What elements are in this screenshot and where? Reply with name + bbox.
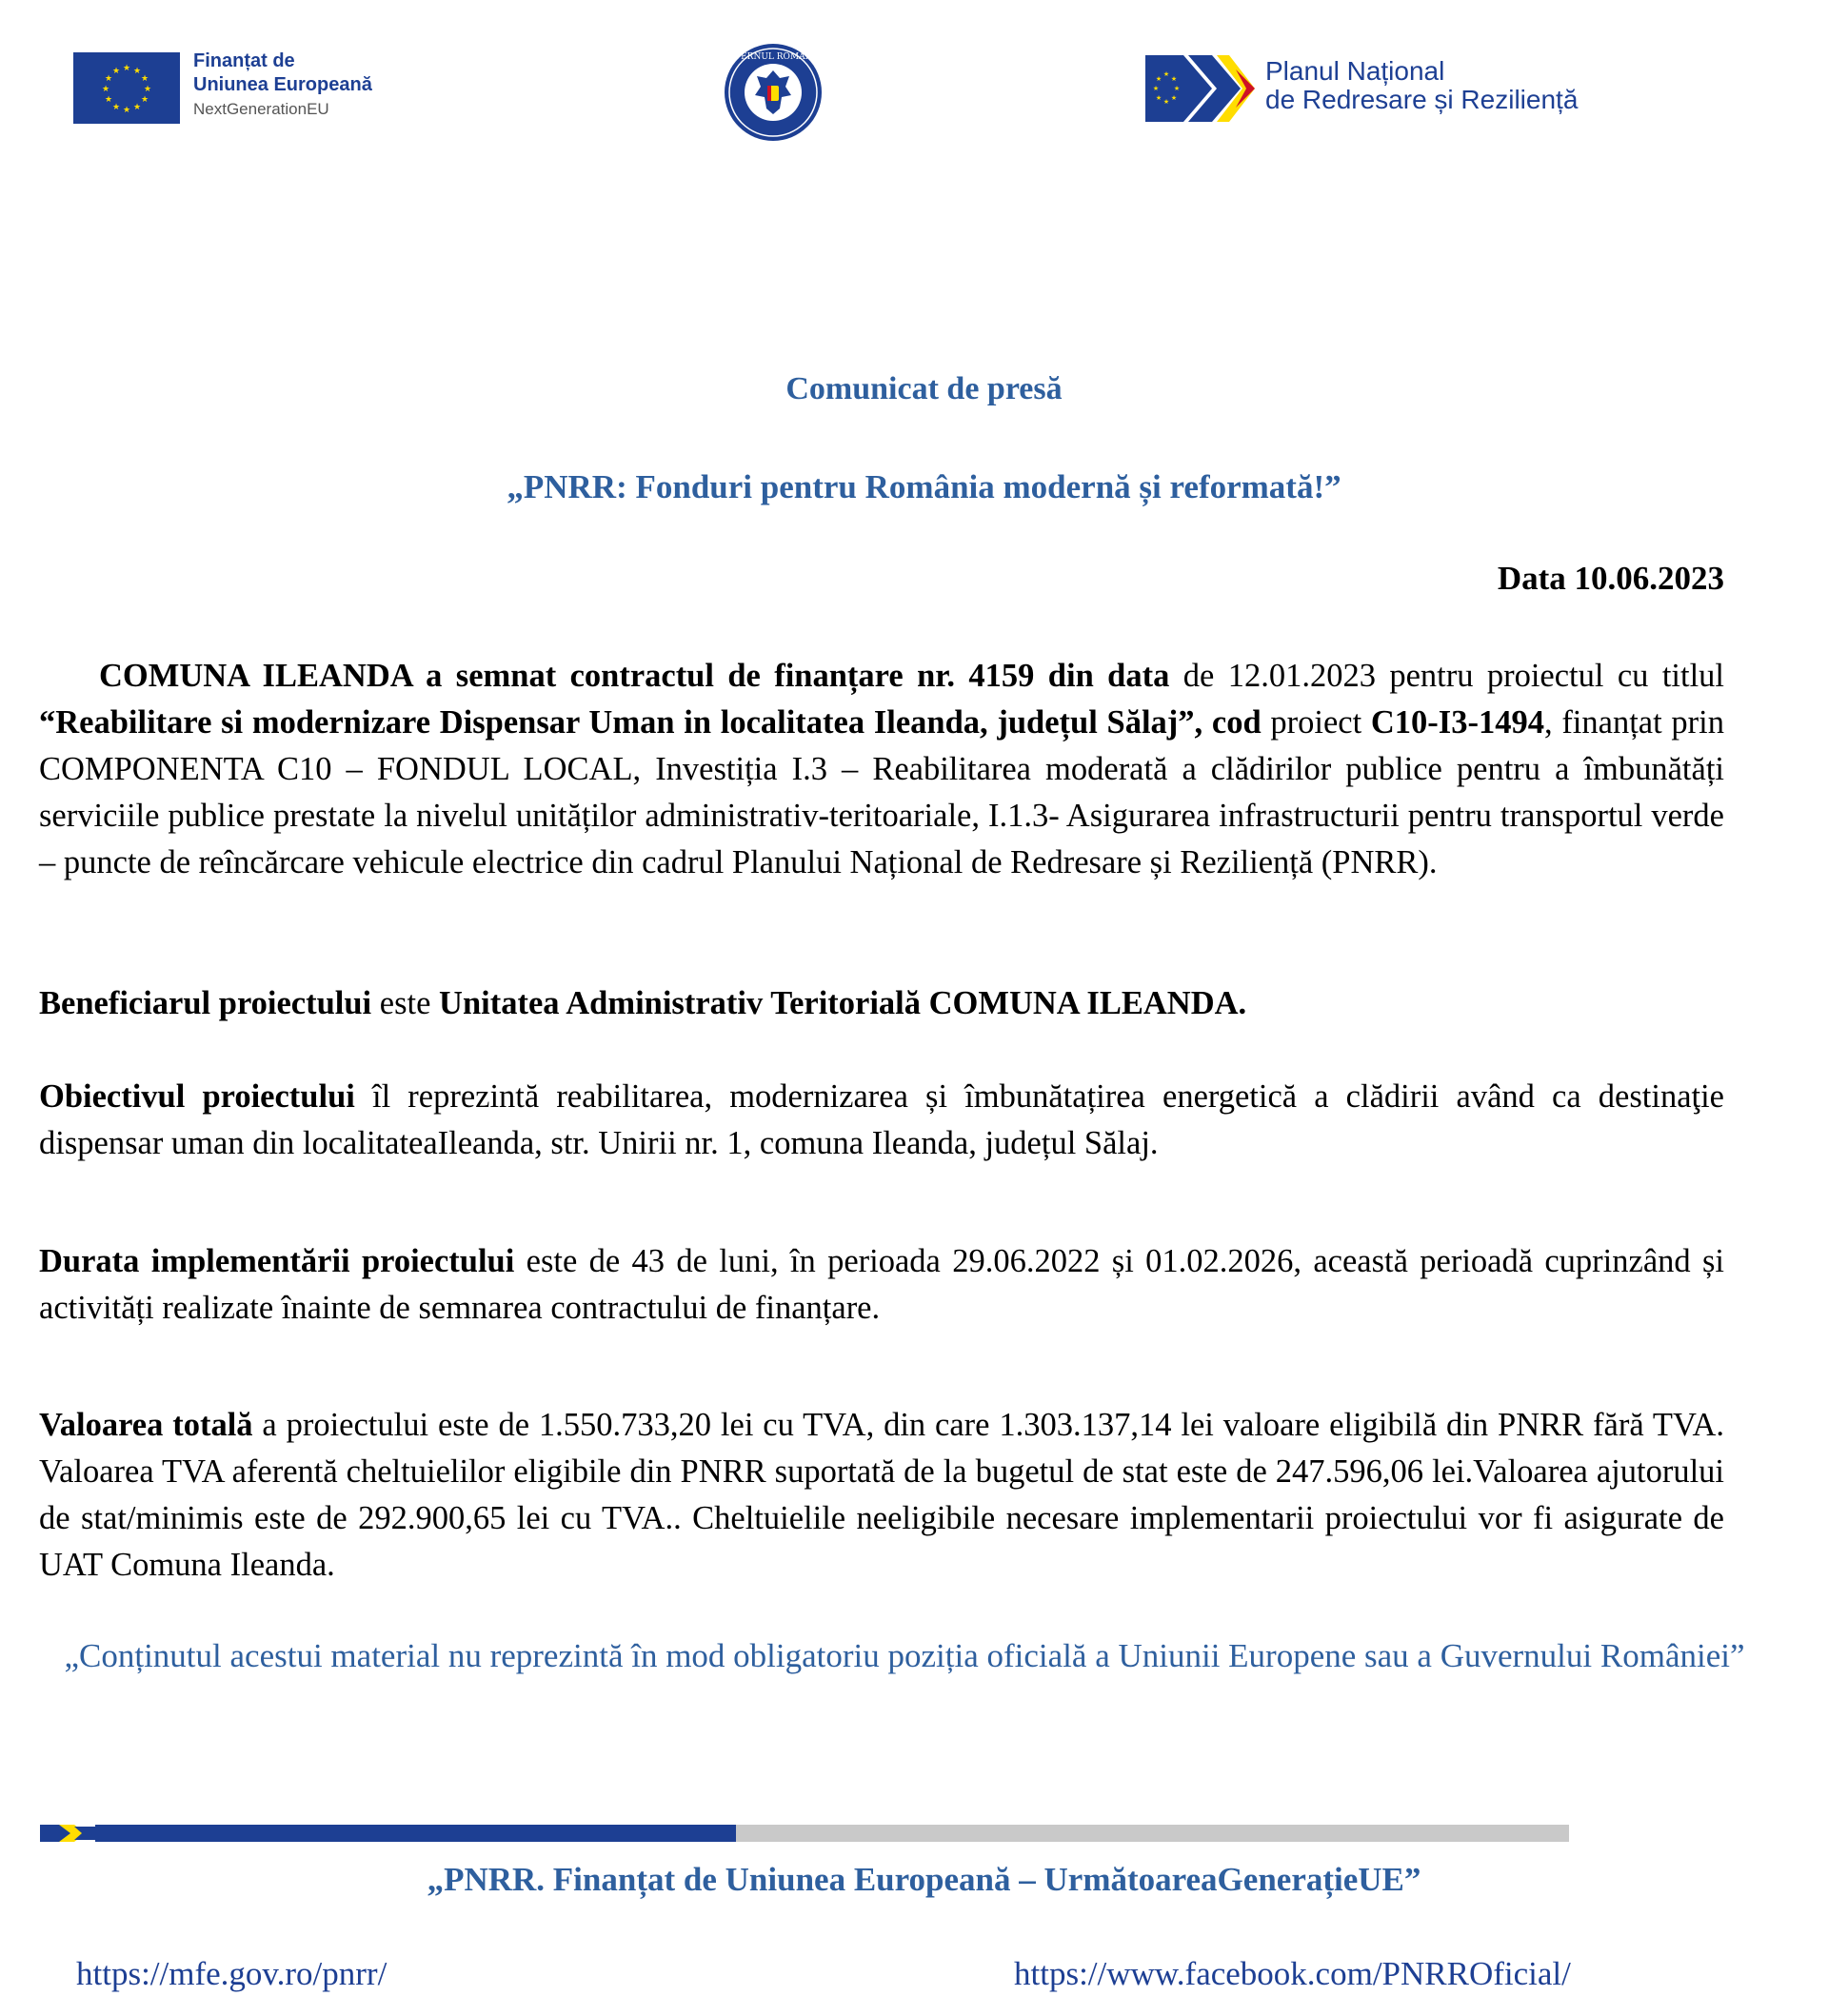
page-title: Comunicat de presă (785, 371, 1063, 406)
footer-slogan: „PNRR. Finanțat de Uniunea Europeană – UrmătoareaGenerațieUE” (427, 1861, 1421, 1898)
svg-text:★: ★ (122, 64, 131, 73)
beneficiary-name: Unitatea Administrativ Teritorială COMUNA ILEANDA. (439, 985, 1247, 1021)
svg-text:★: ★ (104, 74, 113, 84)
beneficiary-text: este (371, 985, 440, 1021)
svg-text:★: ★ (143, 85, 152, 94)
pnrr-logo-label (1265, 57, 1578, 114)
seal-text: GUVERNUL ROMÂNIEI (723, 52, 824, 62)
eu-flag-icon (73, 52, 180, 124)
pnrr-label-line1: Planul Național (1265, 56, 1445, 86)
page-subtitle: „PNRR: Fonduri pentru România modernă și reformată!” (507, 468, 1341, 505)
svg-text:★: ★ (101, 85, 110, 94)
svg-text:★: ★ (1155, 94, 1162, 102)
svg-text:★: ★ (111, 103, 121, 112)
link-mfe-pnrr[interactable]: https://mfe.gov.ro/pnrr/ (76, 1955, 387, 1992)
duration-label: Durata implementării proiectului (39, 1243, 515, 1279)
contract-text-3: , finanțat prin COMPONENTA C10 – FONDUL LOCAL, Investiția I.3 – Reabilitarea moderată a clădirilor publice pentru a îmbunătăți serviciile publice prestate la nivelul unităților administrativ-teritoariale, I.1.3- Asigurarea infrastructurii pentru transportul verde – puncte de reîncărcare vehicule electrice din cadrul Planului Național de Redresare și Reziliență (PNRR). (39, 704, 1724, 880)
paragraph-contract (39, 653, 1724, 886)
svg-text:★: ★ (132, 67, 142, 76)
svg-text:★: ★ (122, 106, 131, 115)
contract-lead: COMUNA ILEANDA a semnat contractul de finanțare nr. 4159 din data (99, 658, 1170, 694)
svg-text:★: ★ (1162, 98, 1170, 106)
value-text: a proiectului este de 1.550.733,20 lei cu TVA, din care 1.303.137,14 lei valoare eligibilă din PNRR fără TVA. Valoarea TVA aferentă cheltuielilor eligibile din PNRR suportată de la bugetul de stat este de 247.596,06 lei.Valoarea ajutorului de stat/minimis este de 292.900,65 lei cu TVA.. Cheltuielile neeligibile necesare implementarii proiectului vor fi asigurate de UAT Comuna Ileanda. (39, 1407, 1724, 1583)
document-date: Data 10.06.2023 (1497, 560, 1724, 597)
eu-label-line1: Finanțat de (193, 50, 295, 71)
svg-text:★: ★ (140, 95, 149, 105)
footer-bar-grey (736, 1825, 1569, 1842)
svg-text:★: ★ (140, 74, 149, 84)
paragraph-value (39, 1402, 1724, 1589)
svg-text:★: ★ (1173, 85, 1181, 92)
svg-text:★: ★ (1170, 75, 1178, 83)
paragraph-beneficiary (39, 980, 1724, 1027)
project-code: C10-I3-1494 (1370, 704, 1544, 741)
svg-text:★: ★ (132, 103, 142, 112)
svg-text:★: ★ (1170, 94, 1178, 102)
value-label: Valoarea totală (39, 1407, 253, 1443)
objective-text: îl reprezintă reabilitarea, modernizarea și îmbunătațirea energetică a clădirii având ca destinaţie dispensar uman din localitateaIleanda, str. Unirii nr. 1, comuna Ileanda, județul Sălaj. (39, 1078, 1724, 1161)
svg-text:★: ★ (1162, 70, 1170, 78)
pnrr-label-line2: de Redresare și Reziliență (1265, 85, 1579, 114)
svg-text:★: ★ (104, 95, 113, 105)
beneficiary-label: Beneficiarul proiectului (39, 985, 372, 1021)
romanian-government-seal-icon (723, 42, 824, 143)
svg-text:★: ★ (1152, 85, 1160, 92)
svg-text:★: ★ (111, 67, 121, 76)
link-facebook-pnrr[interactable]: https://www.facebook.com/PNRROficial/ (1014, 1955, 1571, 1992)
paragraph-objective (39, 1074, 1724, 1167)
duration-text: este de 43 de luni, în perioada 29.06.2022 și 01.02.2026, această perioadă cuprinzând și activități realizate înainte de semnarea contractului de finanțare. (39, 1243, 1724, 1326)
svg-text:★: ★ (1155, 75, 1162, 83)
paragraph-duration (39, 1238, 1724, 1332)
eu-funding-label (193, 49, 372, 121)
objective-label: Obiectivul proiectului (39, 1078, 355, 1115)
eu-label-line3: NextGenerationEU (193, 100, 329, 118)
eu-label-line2: Uniunea Europeană (193, 74, 372, 95)
pnrr-flag-arrow-icon (1145, 55, 1255, 122)
contract-text-1: de 12.01.2023 pentru proiectul cu titlul (1169, 658, 1725, 694)
disclaimer: „Conținutul acestui material nu reprezintă în mod obligatoriu poziția oficială a Uniunii Europene sau a Guvernului României” (64, 1637, 1745, 1674)
contract-text-2: proiect (1261, 704, 1371, 741)
project-title: “Reabilitare si modernizare Dispensar Uman in localitatea Ileanda, județul Sălaj”, cod (39, 704, 1262, 741)
footer-bar-blue (95, 1825, 736, 1842)
